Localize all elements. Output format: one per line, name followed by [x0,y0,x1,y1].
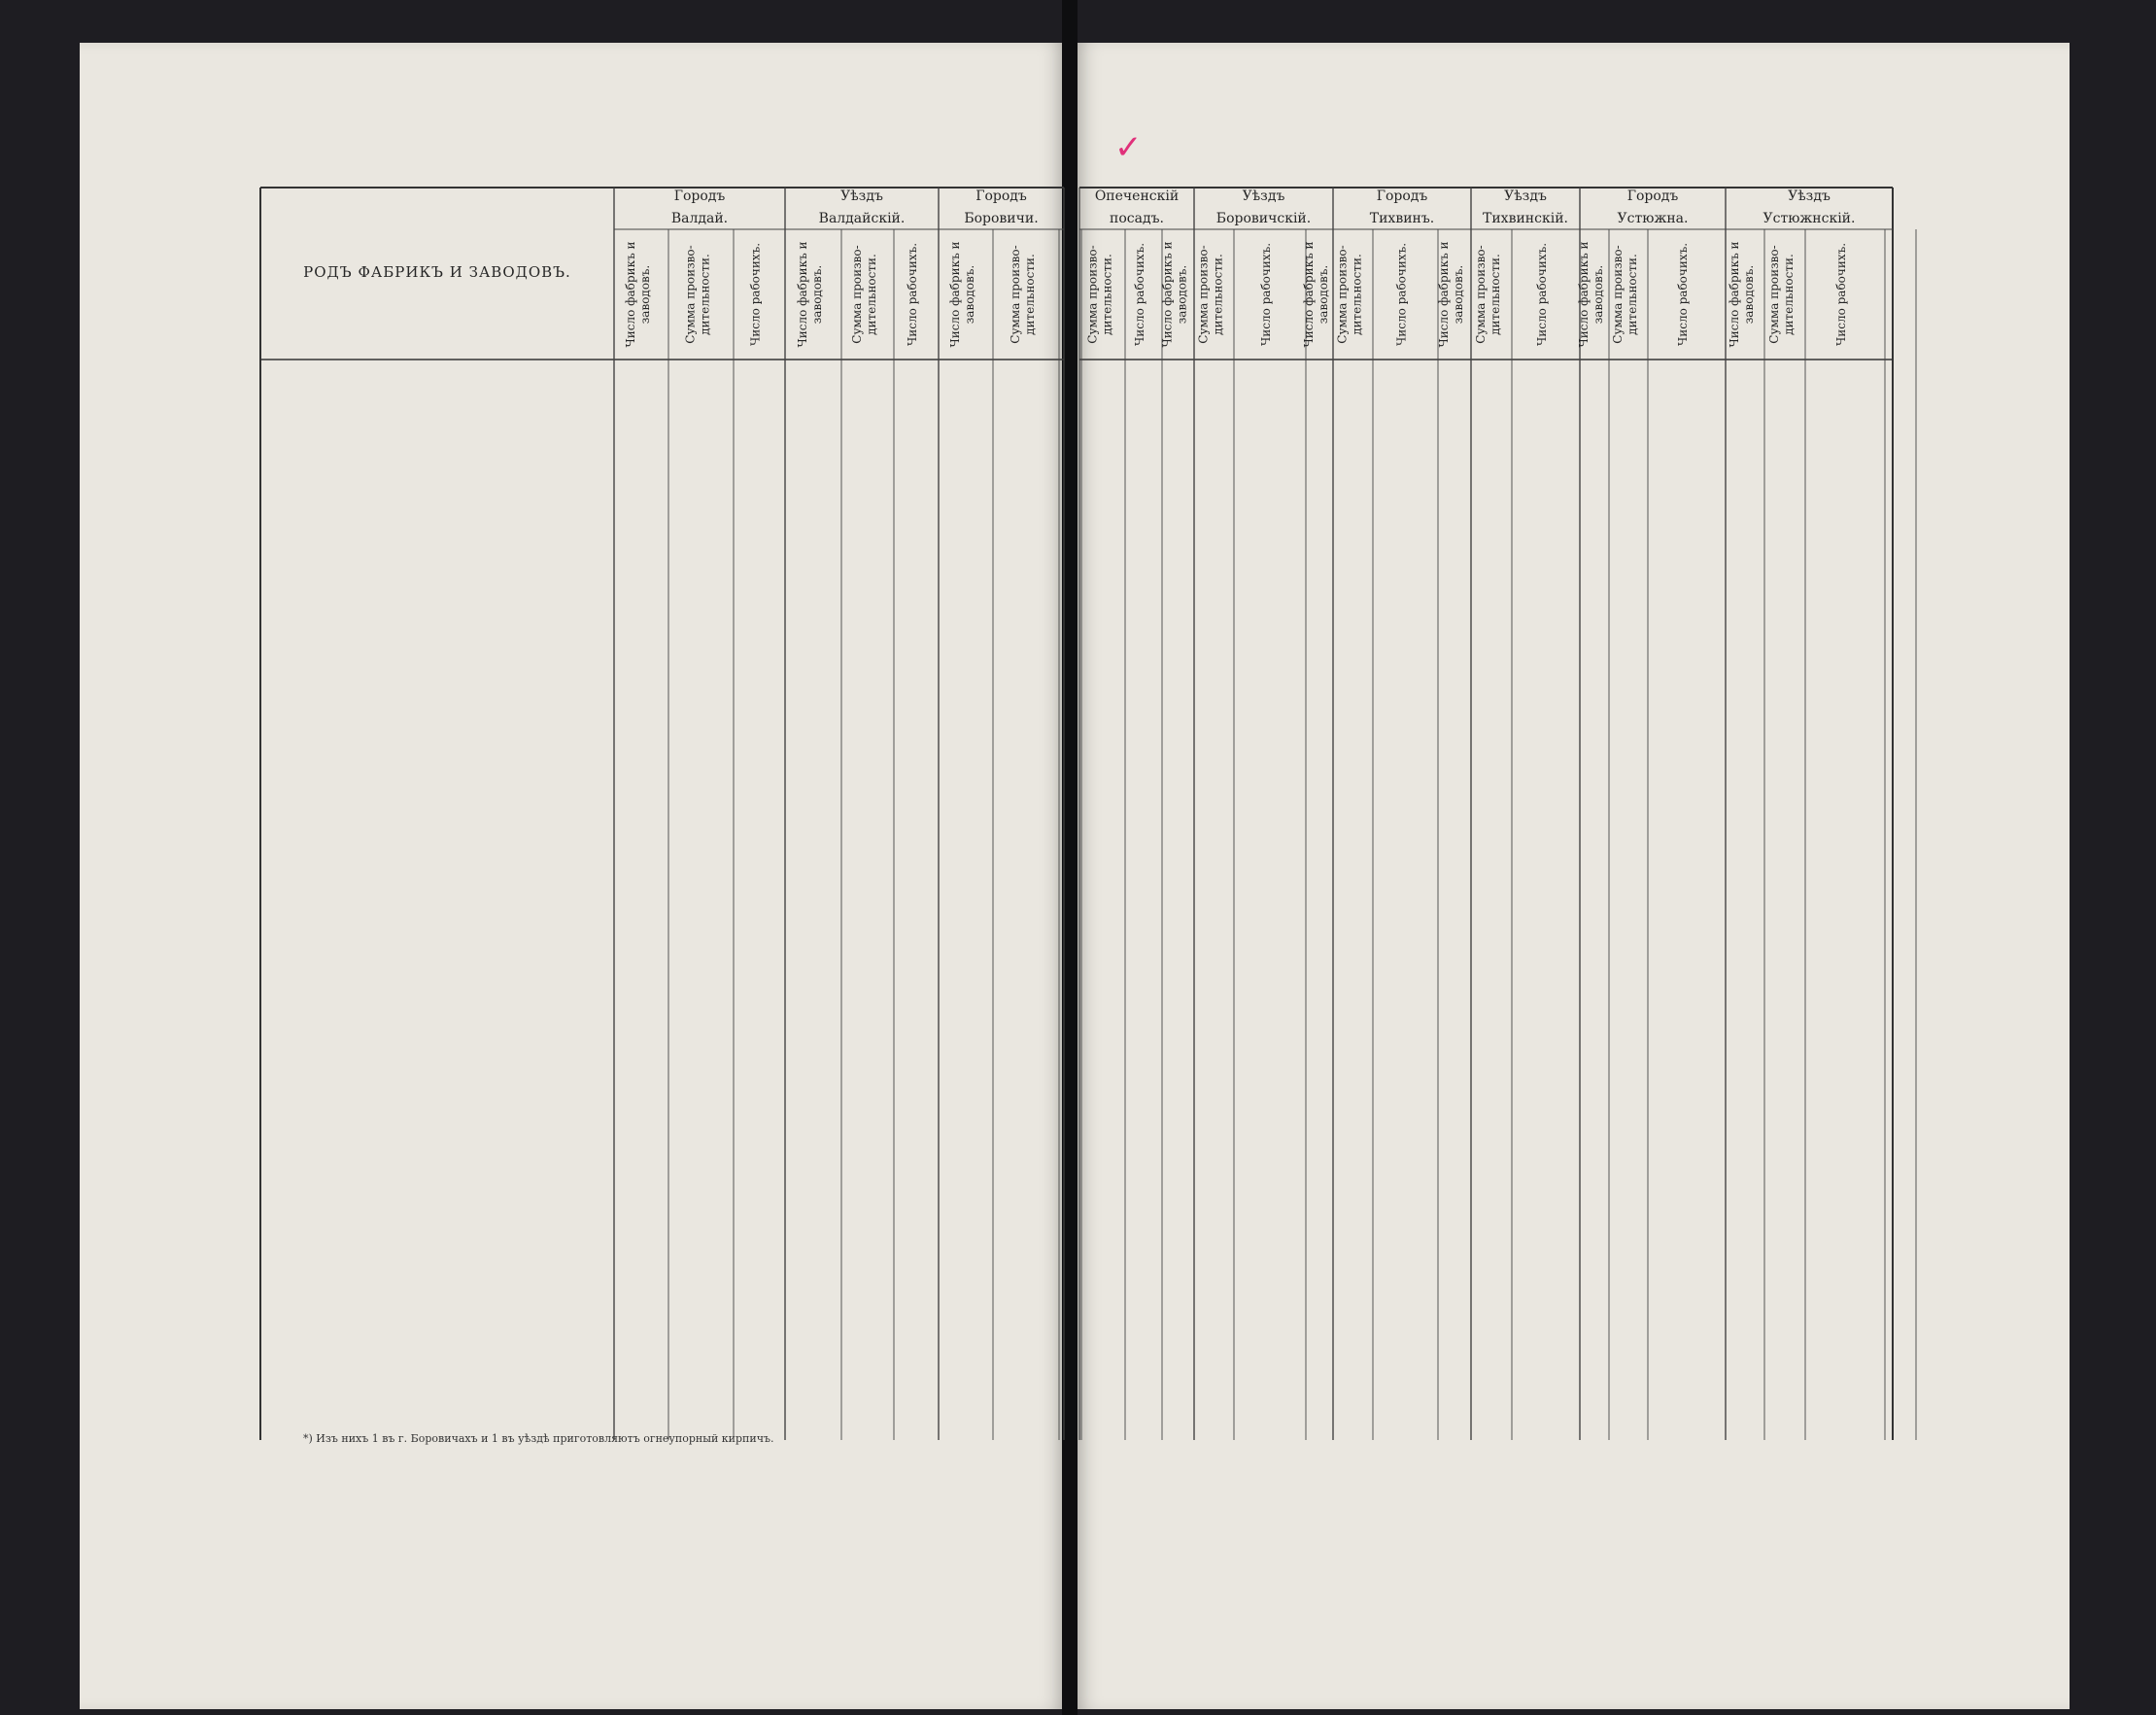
column-group-line1: Городъ [975,189,1027,204]
column-group-line2: Устюжна. [1617,211,1689,226]
column-group-line2: Боровичскій. [1215,211,1312,226]
subcolumn-header: Сумма произво- [683,245,698,344]
subcolumn-header: Число фабрикъ и [1302,241,1316,348]
subcolumn-header: Число фабрикъ и [948,241,962,348]
column-group-line1: Уѣздъ [1788,189,1831,204]
subcolumn-header: заводовъ. [1317,264,1330,325]
subcolumn-header: Число рабочихъ. [1259,242,1273,347]
footnote: *) Изъ нихъ 1 въ г. Боровичахъ и 1 въ уѣздѣ приготовляютъ огнеупорный кирпичъ. [303,1432,774,1445]
subcolumn-header: Сумма произво- [1196,245,1211,344]
subcolumn-header: Число рабочихъ. [748,242,763,347]
column-group-line1: Опеченскій [1094,189,1180,204]
subcolumn-header: Сумма произво- [1085,245,1100,344]
subcolumn-header: заводовъ. [1591,264,1605,325]
subcolumn-header: Сумма произво- [850,245,864,344]
column-group-line1: Уѣздъ [840,189,883,204]
column-group-line1: Уѣздъ [1242,189,1285,204]
subcolumn-header: заводовъ. [638,264,652,325]
check-mark: ✓ [1114,128,1143,167]
subcolumn-header: Сумма произво- [1611,245,1625,344]
column-group-line1: Городъ [673,189,726,204]
subcolumn-header: Число фабрикъ и [624,241,637,348]
subcolumn-header: Число фабрикъ и [796,241,809,348]
subcolumn-header: дительности. [1211,254,1225,335]
subcolumn-header: дительности. [1626,254,1639,335]
column-group-line1: Городъ [1626,189,1679,204]
column-group-line1: Уѣздъ [1504,189,1547,204]
subcolumn-header: заводовъ. [1742,264,1756,325]
subcolumn-header: Число рабочихъ. [1133,242,1146,347]
column-group-line2: Валдай. [670,211,729,226]
subcolumn-header: Число фабрикъ и [1160,241,1175,348]
subcolumn-header: дительности. [1100,254,1114,335]
column-group-line2: Устюжнскій. [1762,211,1856,226]
subcolumn-header: Число фабрикъ и [1728,241,1741,348]
stub-heading: РОДЪ ФАБРИКЪ И ЗАВОДОВЪ. [303,263,571,281]
column-group-line2: Валдайскій. [818,211,906,226]
column-group-line2: Тихвинскій. [1483,211,1568,226]
subcolumn-header: заводовъ. [810,264,824,325]
subcolumn-header: Число фабрикъ и [1437,241,1451,348]
column-group-line2: Тихвинъ. [1369,211,1435,226]
subcolumn-header: дительности. [865,254,878,335]
subcolumn-header: дительности. [1489,254,1502,335]
column-group-line1: Городъ [1376,189,1428,204]
subcolumn-header: дительности. [1782,254,1796,335]
subcolumn-header: дительности. [1350,254,1364,335]
subcolumn-header: Число фабрикъ и [1577,241,1591,348]
subcolumn-header: заводовъ. [963,264,976,325]
subcolumn-header: Число рабочихъ. [1676,242,1690,347]
subcolumn-header: заводовъ. [1452,264,1465,325]
subcolumn-header: Сумма произво- [1767,245,1781,344]
column-group-line2: Боровичи. [964,211,1039,226]
subcolumn-header: Число рабочихъ. [906,242,919,347]
column-group-line2: посадъ. [1110,211,1164,226]
subcolumn-header: Сумма произво- [1009,245,1022,344]
subcolumn-header: Сумма произво- [1335,245,1350,344]
subcolumn-header: Число рабочихъ. [1535,242,1549,347]
subcolumn-header: Число рабочихъ. [1394,242,1409,347]
subcolumn-header: Сумма произво- [1474,245,1488,344]
subcolumn-header: Число рабочихъ. [1834,242,1848,347]
subcolumn-header: заводовъ. [1175,264,1189,325]
subcolumn-header: дительности. [1023,254,1037,335]
subcolumn-header: дительности. [698,254,712,335]
